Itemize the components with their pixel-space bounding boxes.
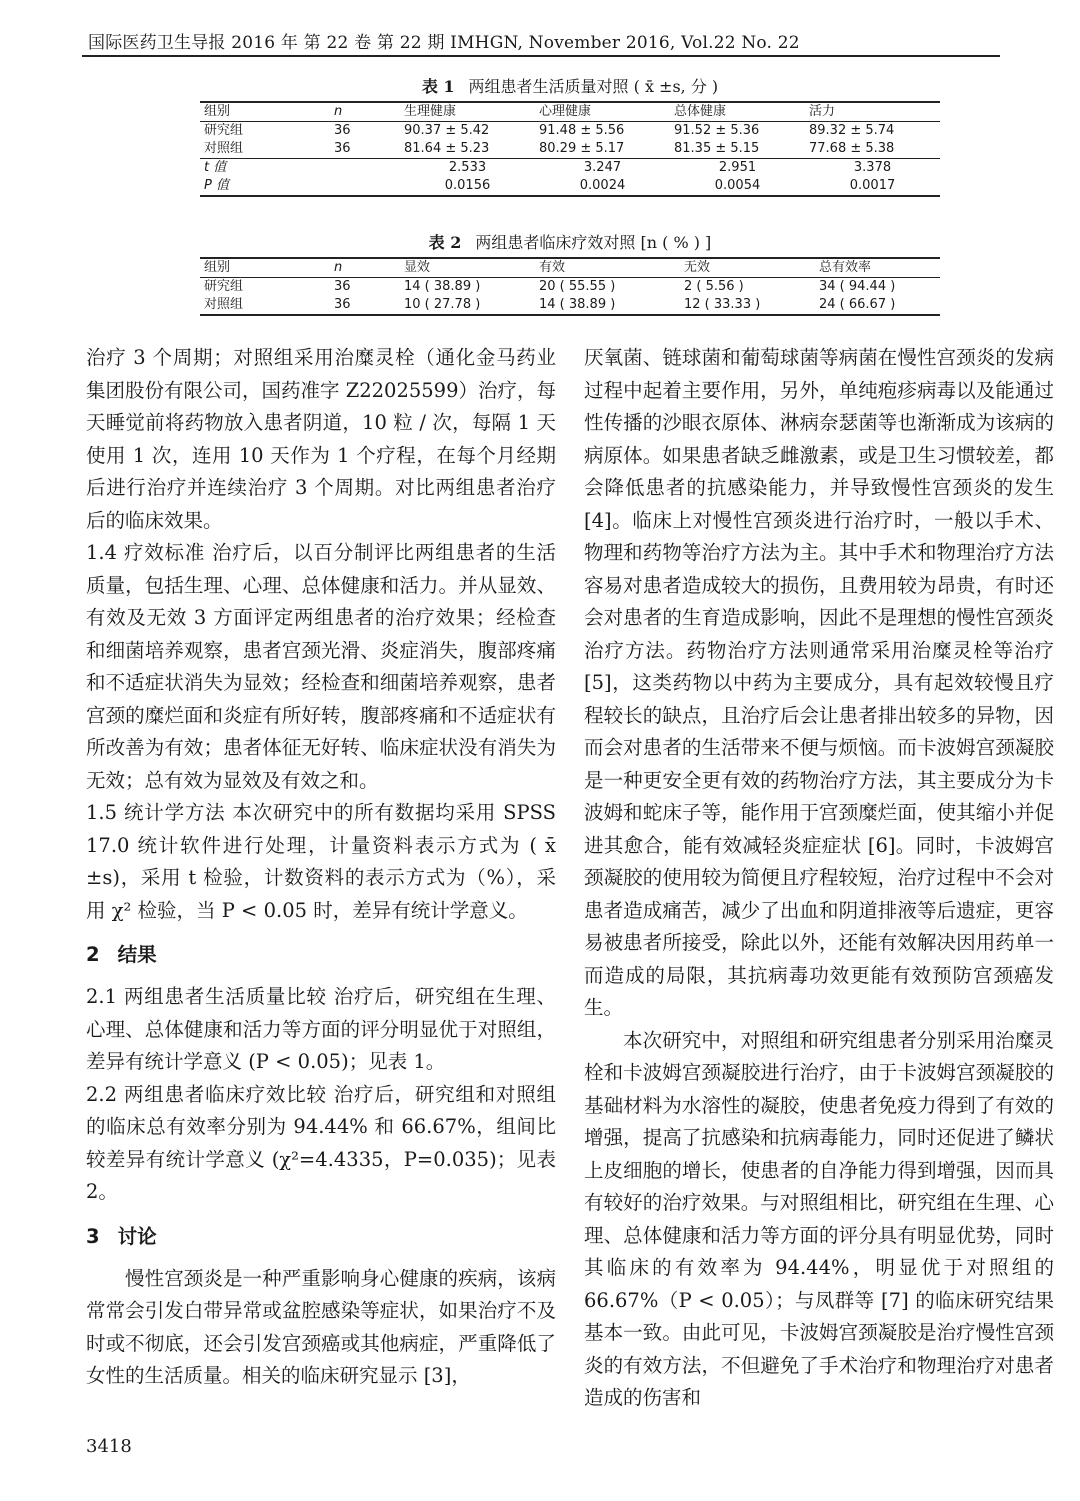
table-cell: 91.52 ± 5.36 xyxy=(674,123,760,138)
table-cell: 10 ( 27.78 ) xyxy=(404,297,481,312)
page-number: 3418 xyxy=(86,1436,132,1457)
section-number: 3 xyxy=(86,1224,100,1248)
table2-col-group: 组别 xyxy=(204,260,231,275)
table2-col-total-rate: 总有效率 xyxy=(819,260,872,275)
table2-header-row xyxy=(200,258,940,278)
section-title: 结果 xyxy=(117,943,157,966)
section-title: 讨论 xyxy=(117,1224,157,1248)
table-cell: 2.951 xyxy=(718,160,757,175)
table-row xyxy=(200,122,940,141)
table-cell: 80.29 ± 5.17 xyxy=(539,141,625,156)
table-cell: 91.48 ± 5.56 xyxy=(539,123,625,138)
paragraph-discussion: 慢性宫颈炎是一种严重影响身心健康的疾病，该病常常会引发白带异常或盆腔感染等症状，如果治疗不及时或不彻底，还会引发宫颈癌或其他病症，严重降低了女性的生活质量。相关的临床研究显示 [3]， xyxy=(86,1266,556,1387)
table-cell: 36 xyxy=(334,123,351,138)
table-cell: 对照组 xyxy=(204,141,244,156)
paragraph-quality-of-life: 2.1 两组患者生活质量比较 治疗后，研究组在生理、心理、总体健康和活力等方面的评分明显优于对照组，差异有统计学意义 (P < 0.05)；见表 1。 xyxy=(86,985,556,1073)
table-cell: 14 ( 38.89 ) xyxy=(404,279,481,294)
table1-col-general: 总体健康 xyxy=(674,104,727,119)
table-cell: 77.68 ± 5.38 xyxy=(809,141,895,156)
table-cell: P 值 xyxy=(204,178,229,193)
section-number: 2 xyxy=(86,943,100,966)
table-cell: 36 xyxy=(334,297,351,312)
table-cell: 24 ( 66.67 ) xyxy=(819,297,896,312)
table1-col-vitality: 活力 xyxy=(809,104,836,119)
table1-col-mental: 心理健康 xyxy=(539,104,592,119)
header-rule xyxy=(82,55,1000,57)
table2-label: 表 2 xyxy=(428,233,462,252)
table1-label: 表 1 xyxy=(421,77,455,96)
table2 xyxy=(200,257,940,316)
body-column-left xyxy=(86,342,556,1393)
table-cell: 0.0156 xyxy=(444,178,491,193)
table-cell: 90.37 ± 5.42 xyxy=(404,123,490,138)
table-cell: 12 ( 33.33 ) xyxy=(684,297,761,312)
table-row xyxy=(200,296,940,315)
paragraph-clinical-efficacy: 2.2 两组患者临床疗效比较 治疗后，研究组和对照组的临床总有效率分别为 94.44% 和 66.67%，组间比较差异有统计学意义 (χ²=4.4335，P=0.035)；见表 2。 xyxy=(86,1082,556,1203)
table-row xyxy=(200,177,940,196)
table1-col-n: n xyxy=(334,104,343,119)
table1-header-row xyxy=(200,102,940,122)
paragraph: 厌氧菌、链球菌和葡萄球菌等病菌在慢性宫颈炎的发病过程中起着主要作用，另外，单纯疱疹病毒以及能通过性传播的沙眼衣原体、淋病奈瑟菌等也渐渐成为该病的病原体。如果患者缺乏雌激素，或是卫生习惯较差，都会降低患者的抗感染能力，并导致慢性宫颈炎的发生 [4]。临床上对慢性宫颈炎进行治疗时，一般以手术、物理和药物等治疗方法为主。其中手术和物理治疗方法容易对患者造成较大的损伤，且费用较为昂贵，有时还会对患者的生育造成影响，因此不是理想的慢性宫颈炎治疗方法。药物治疗方法则通常采用治糜灵栓等治疗 [5]，这类药物以中药为主要成分，具有起效较慢且疗程较长的缺点，且治疗后会让患者排出较多的异物，因而会对患者的生活带来不便与烦恼。而卡波姆宫颈凝胶是一种更安全更有效的药物治疗方法，其主要成分为卡波姆和蛇床子等，能作用于宫颈糜烂面，使其缩小并促进其愈合，能有效减轻炎症症状 [6]。同时，卡波姆宫颈凝胶的使用较为简便且疗程较短，治疗过程中不会对患者造成痛苦，减少了出血和阴道排液等后遗症，更容易被患者所接受，除此以外，还能有效解决因用药单一而造成的局限，其抗病毒功效更能有效预防宫颈癌发生。 xyxy=(584,346,1054,1019)
table1-col-physical: 生理健康 xyxy=(404,104,457,119)
table-cell: 14 ( 38.89 ) xyxy=(539,297,616,312)
table-cell: 0.0054 xyxy=(714,178,761,193)
table-row xyxy=(200,278,940,297)
table1-col-group: 组别 xyxy=(204,104,231,119)
table-cell: 0.0017 xyxy=(849,178,896,193)
table-cell: 2.533 xyxy=(448,160,487,175)
table-cell: 89.32 ± 5.74 xyxy=(809,123,895,138)
table-cell: 36 xyxy=(334,141,351,156)
table-cell: 36 xyxy=(334,279,351,294)
table-row xyxy=(200,140,940,159)
table1 xyxy=(200,101,940,197)
table2-col-effective: 有效 xyxy=(539,260,566,275)
table-cell: 研究组 xyxy=(204,123,244,138)
table-cell: 34 ( 94.44 ) xyxy=(819,279,896,294)
table1-title: 两组患者生活质量对照 ( x̄ ±s, 分 ) xyxy=(468,77,719,96)
table-cell: t 值 xyxy=(204,160,227,175)
table-cell: 20 ( 55.55 ) xyxy=(539,279,616,294)
table-cell: 81.64 ± 5.23 xyxy=(404,141,490,156)
paragraph-efficacy-criteria: 1.4 疗效标准 治疗后，以百分制评比两组患者的生活质量，包括生理、心理、总体健康和活力。并从显效、有效及无效 3 方面评定两组患者的治疗效果；经检查和细菌培养观察，患者宫颈光滑、炎症消失，腹部疼痛和不适症状消失为显效；经检查和细菌培养观察，患者宫颈的糜烂面和炎症有所好转，腹部疼痛和不适症状有所改善为有效；患者体征无好转、临床症状没有消失为无效；总有效为显效及有效之和。 xyxy=(86,541,556,792)
table-cell: 0.0024 xyxy=(579,178,626,193)
table-cell xyxy=(330,177,400,196)
table-cell: 81.35 ± 5.15 xyxy=(674,141,760,156)
table1-caption xyxy=(200,74,940,97)
table-cell: 研究组 xyxy=(204,279,244,294)
table2-col-marked: 显效 xyxy=(404,260,431,275)
table-row xyxy=(200,159,940,178)
section-heading-discussion xyxy=(86,1221,556,1253)
table2-title: 两组患者临床疗效对照 [n ( % ) ] xyxy=(475,233,712,252)
table-cell: 对照组 xyxy=(204,297,244,312)
table-cell xyxy=(330,159,400,178)
table-cell: 3.247 xyxy=(583,160,622,175)
section-heading-results xyxy=(86,939,556,971)
table2-col-n: n xyxy=(334,260,343,275)
paragraph: 本次研究中，对照组和研究组患者分别采用治糜灵栓和卡波姆宫颈凝胶进行治疗，由于卡波姆宫颈凝胶的基础材料为水溶性的凝胶，使患者免疫力得到了有效的增强，提高了抗感染和抗病毒能力，同时还促进了鳞状上皮细胞的增长，使患者的自净能力得到增强，因而具有较好的治疗效果。与对照组相比，研究组在生理、心理、总体健康和活力等方面的评分具有明显优势，同时其临床的有效率为 94.44%，明显优于对照组的 66.67%（P < 0.05）；与凤群等 [7] 的临床研究结果基本一致。由此可见，卡波姆宫颈凝胶是治疗慢性宫颈炎的有效方法，不但避免了手术治疗和物理治疗对患者造成的伤害和 xyxy=(584,1028,1054,1409)
body-column-right xyxy=(584,342,1054,1415)
table-cell: 2 ( 5.56 ) xyxy=(684,279,744,294)
table2-caption xyxy=(200,230,940,253)
paragraph: 治疗 3 个周期；对照组采用治糜灵栓（通化金马药业集团股份有限公司，国药准字 Z22025599）治疗，每天睡觉前将药物放入患者阴道，10 粒 / 次，每隔 1 天使用 1 次，连用 10 天作为 1 个疗程，在每个月经期后进行治疗并连续治疗 3 个周期。对比两组患者治疗后的临床效果。 xyxy=(86,346,556,532)
table2-col-ineffective: 无效 xyxy=(684,260,711,275)
running-head: 国际医药卫生导报 2016 年 第 22 卷 第 22 期 IMHGN, November 2016, Vol.22 No. 22 xyxy=(88,33,800,53)
paragraph-statistics: 1.5 统计学方法 本次研究中的所有数据均采用 SPSS 17.0 统计软件进行处理，计量资料表示方式为 ( x̄ ±s)，采用 t 检验，计数资料的表示方式为（%），采用 χ² 检验，当 P < 0.05 时，差异有统计学意义。 xyxy=(86,801,556,922)
table-cell: 3.378 xyxy=(853,160,892,175)
